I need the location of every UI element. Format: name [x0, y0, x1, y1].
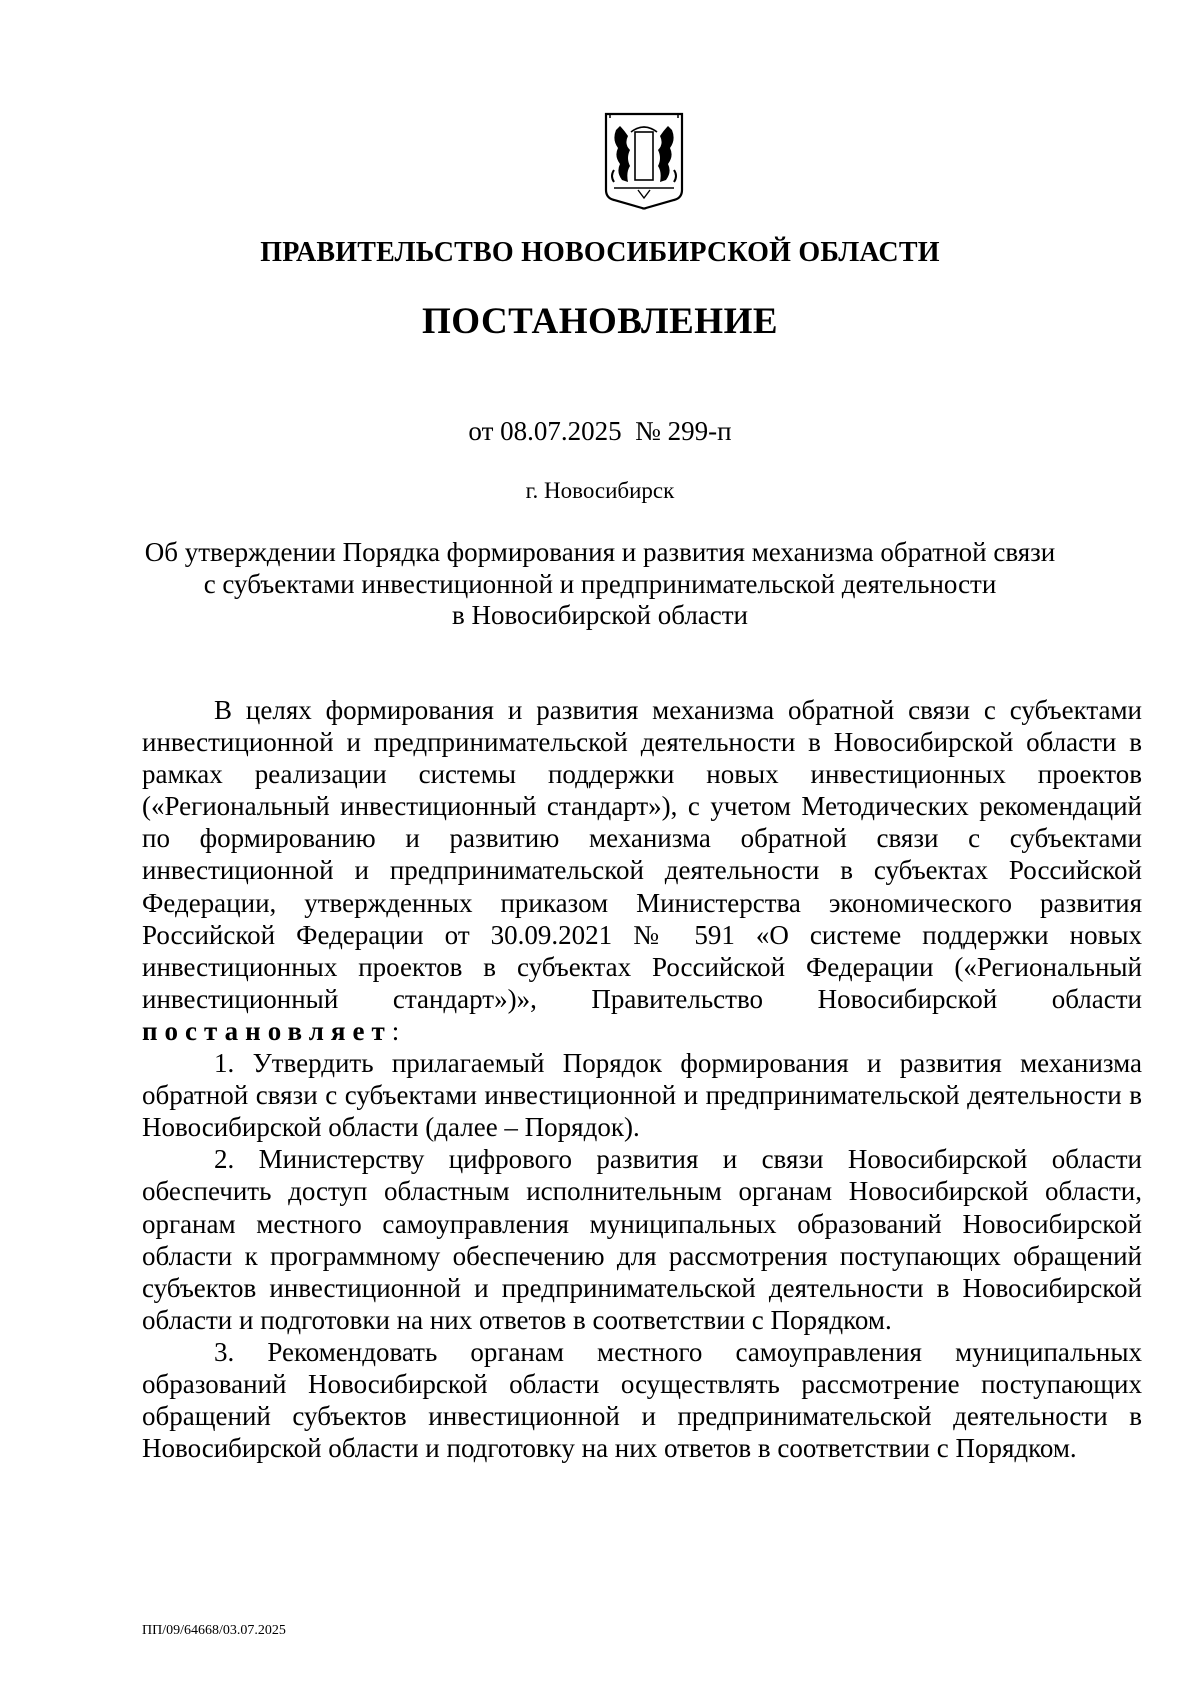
title-line: в Новосибирской области: [451, 600, 749, 630]
title-line: с субъектами инвестиционной и предпринимательской деятельности: [203, 568, 997, 599]
coat-of-arms-icon: [602, 110, 686, 214]
item-3-paragraph: 3. Рекомендовать органам местного самоуправления муниципальных образований Новосибирской области осуществлять рассмотрение поступающих обращений субъектов инвестиционной и предпринимательской деятельности в Новосибирской области и подготовку на них ответов в соответствии с Порядком.: [142, 1336, 1142, 1464]
organization-name: ПРАВИТЕЛЬСТВО НОВОСИБИРСКОЙ ОБЛАСТИ: [260, 237, 940, 268]
preamble-paragraph: [142, 694, 1142, 1047]
footer-document-code: ПП/09/64668/03.07.2025: [142, 1623, 286, 1638]
document-city: г. Новосибирск: [525, 478, 675, 503]
item-1-paragraph: 1. Утвердить прилагаемый Порядок формирования и развития механизма обратной связи с субъектами инвестиционной и предпринимательской деятельности в Новосибирской области (далее – Порядок).: [142, 1048, 1142, 1143]
document-body: [142, 694, 1142, 1464]
item-2-paragraph: 2. Министерству цифрового развития и связи Новосибирской области обеспечить доступ областным исполнительным органам Новосибирской области, органам местного самоуправления муниципальных образований Новосибирской области к программному обеспечению для рассмотрения поступающих обращений субъектов инвестиционной и предпринимательской деятельности в Новосибирской области и подготовки на них ответов в соответствии с Порядком.: [142, 1144, 1142, 1335]
title-line: Об утверждении Порядка формирования и развития механизма обратной связи: [144, 537, 1056, 567]
document-title: [120, 537, 1080, 632]
preamble-text: В целях формирования и развития механизма обратной связи с субъектами инвестиционной и предпринимательской деятельности в Новосибирской области в рамках реализации системы поддержки новых инвестиционных проектов («Региональный инвестиционный стандарт»), с учетом Методических рекомендаций по формированию и развитию механизма обратной связи с субъектами инвестиционной и предпринимательской деятельности в субъектах Российской Федерации, утвержденных приказом Министерства экономического развития Российской Федерации от 30.09.2021 № 591 «О системе поддержки новых инвестиционных проектов в субъектах Российской Федерации («Региональный инвестиционный стандарт»)», Правительство Новосибирской области: [142, 695, 1142, 1014]
document-date-number: от 08.07.2025 № 299-п: [468, 416, 732, 446]
resolves-colon: :: [391, 1015, 400, 1046]
document-type: ПОСТАНОВЛЕНИЕ: [421, 301, 779, 342]
resolves-word: постановляет: [142, 1015, 392, 1046]
